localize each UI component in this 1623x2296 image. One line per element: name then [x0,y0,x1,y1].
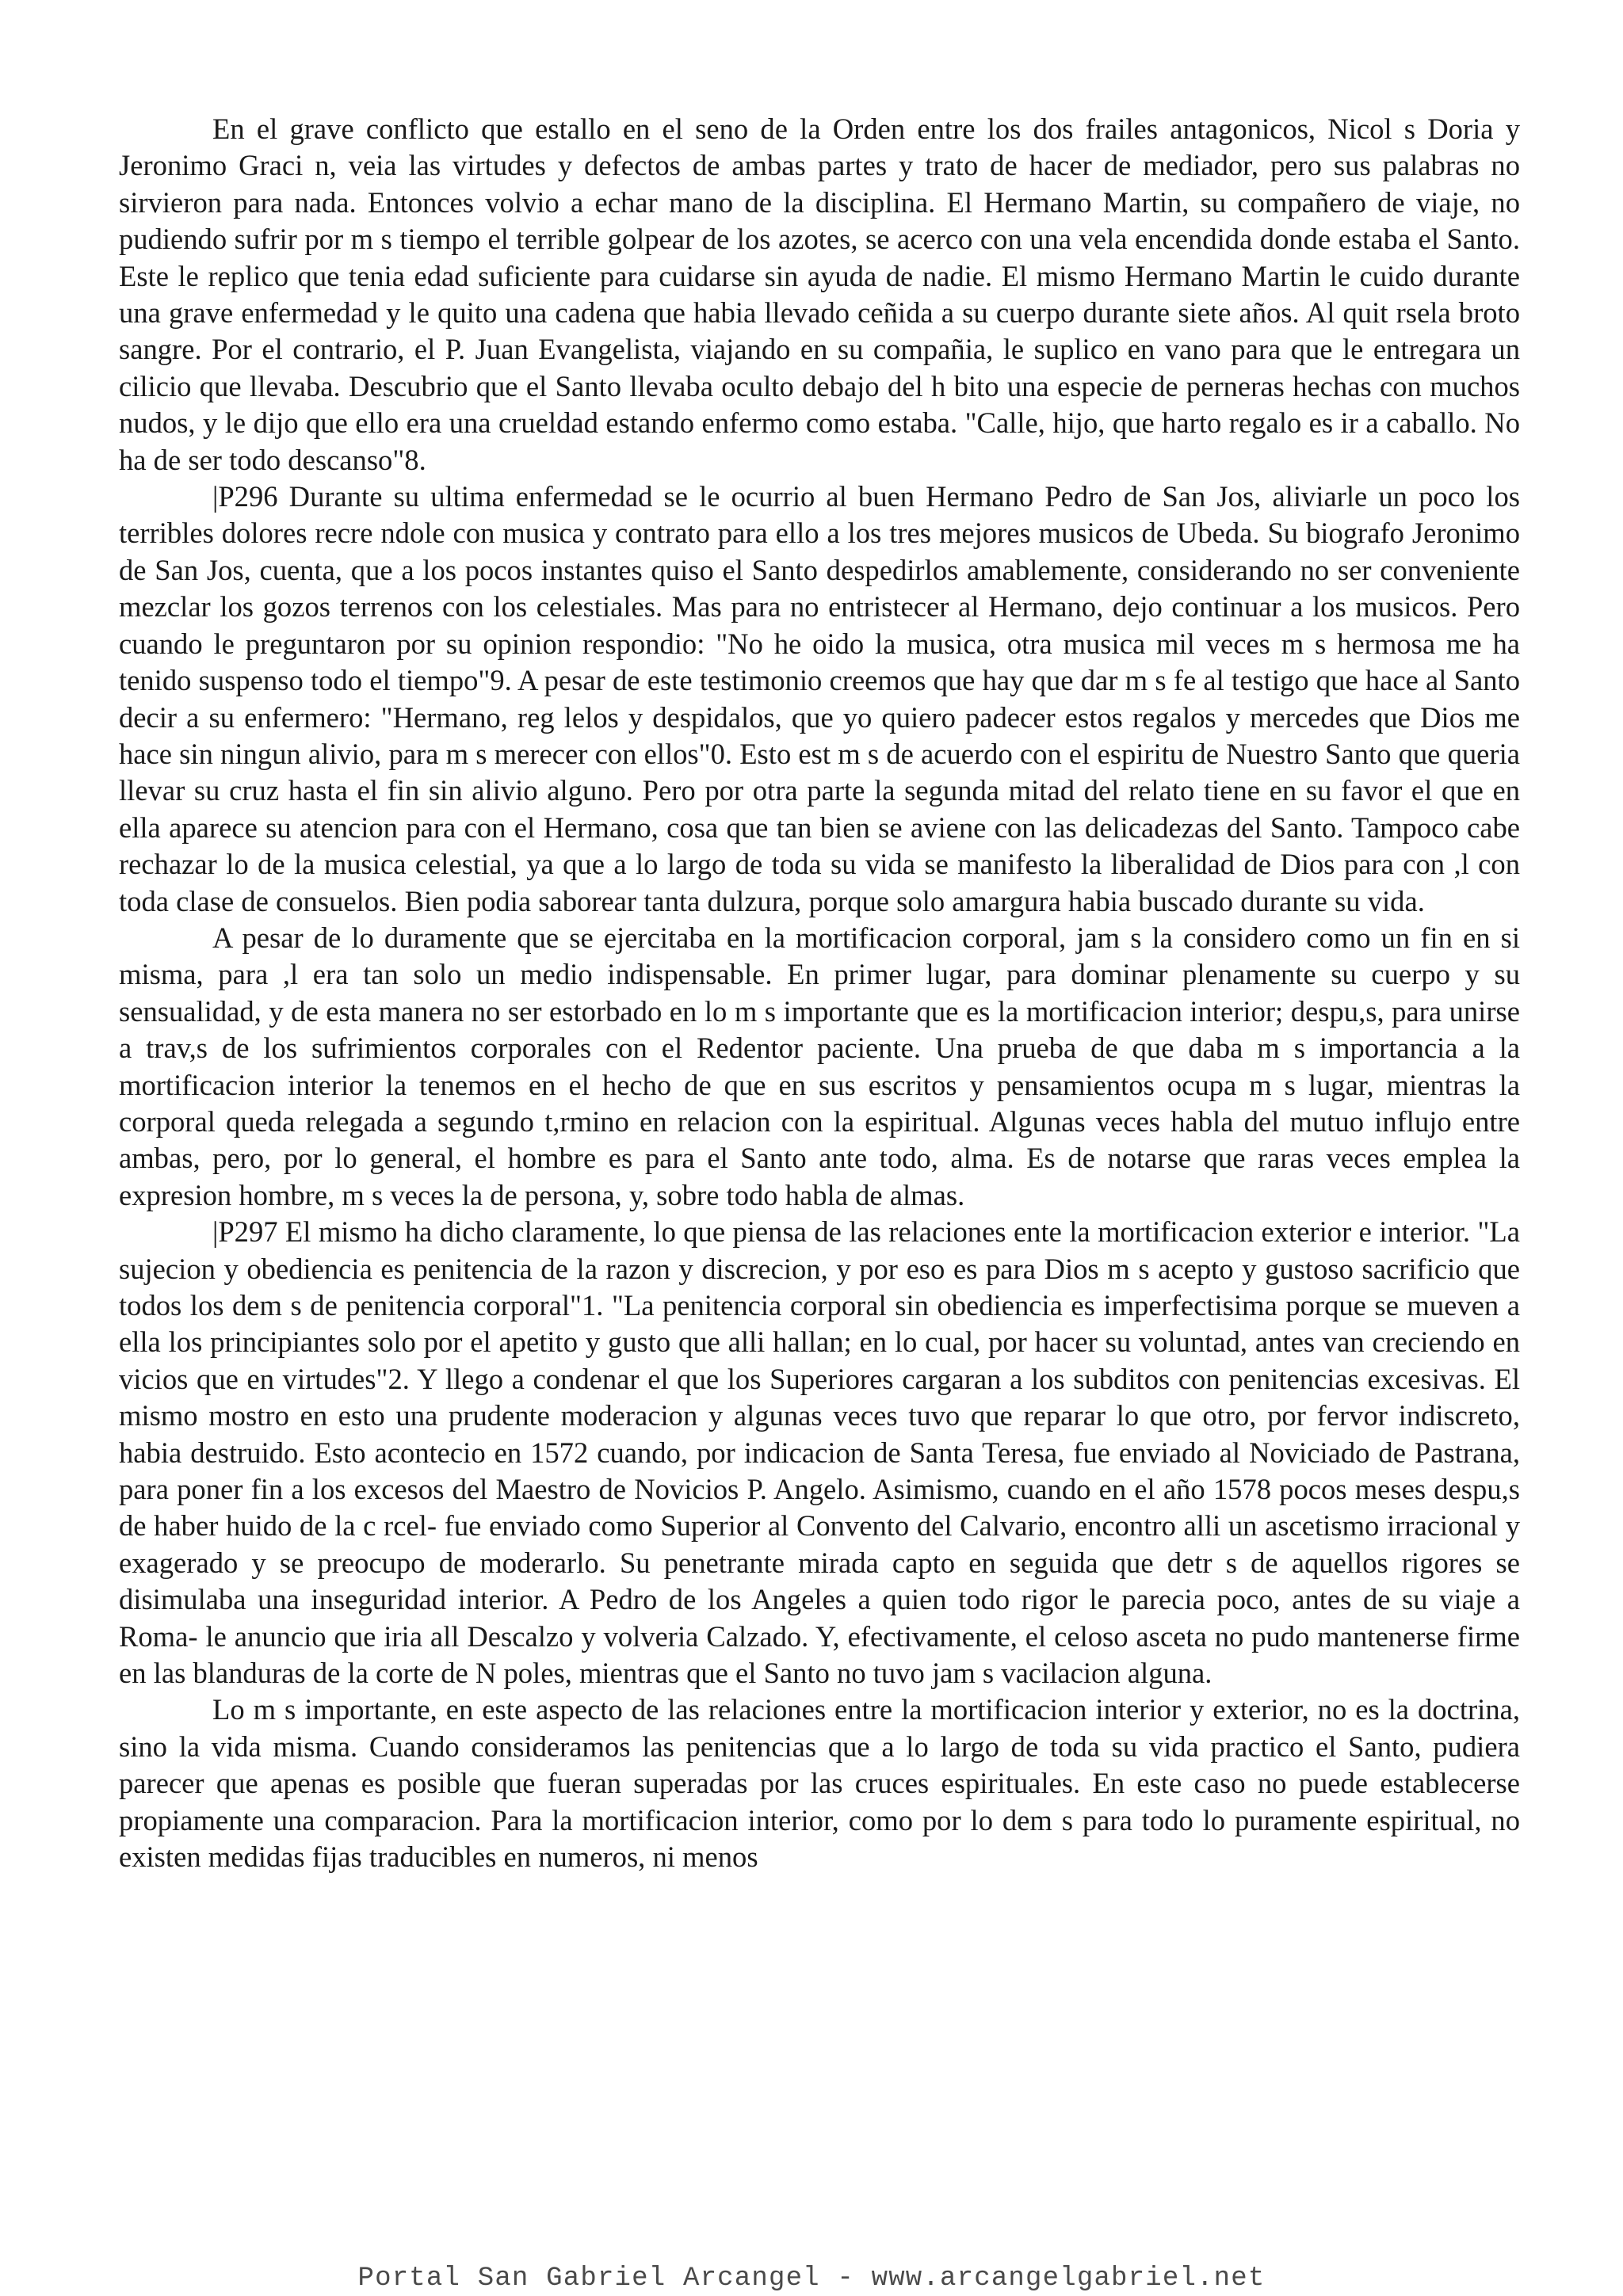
paragraph-2: |P296 Durante su ultima enfermedad se le ocurrio al buen Hermano Pedro de San Jos, aliviarle un poco los terribles dolores recre ndole con musica y contrato para ello a los tres mejores musicos de Ubeda. Su biografo Jeronimo de San Jos, cuenta, que a los pocos instantes quiso el Santo despedirlos amablemente, considerando no ser conveniente mezclar los gozos terrenos con los celestiales. Mas para no entristecer al Hermano, dejo continuar a los musicos. Pero cuando le preguntaron por su opinion respondio: "No he oido la musica, otra musica mil veces m s hermosa me ha tenido suspenso todo el tiempo"9. A pesar de este testimonio creemos que hay que dar m s fe al testigo que hace al Santo decir a su enfermero: "Hermano, reg lelos y despidalos, que yo quiero padecer estos regalos y mercedes que Dios me hace sin ningun alivio, para m s merecer con ellos"0. Esto est m s de acuerdo con el espiritu de Nuestro Santo que queria llevar su cruz hasta el fin sin alivio alguno. Pero por otra parte la segunda mitad del relato tiene en su favor el que en ella aparece su atencion para con el Hermano, cosa que tan bien se aviene con las delicadezas del Santo. Tampoco cabe rechazar lo de la musica celestial, ya que a lo largo de toda su vida se manifesto la liberalidad de Dios para con ,l con toda clase de consuelos. Bien podia saborear tanta dulzura, porque solo amargura habia buscado durante su vida. [119,480,1520,917]
page-footer: Portal San Gabriel Arcangel - www.arcangelgabriel.net [357,2264,1266,2294]
paragraph-5: Lo m s importante, en este aspecto de las relaciones entre la mortificacion interior y exterior, no es la doctrina, sino la vida misma. Cuando consideramos las penitencias que a lo largo de toda su vida practico el Santo, pudiera parecer que apenas es posible que fueran superadas por las cruces espirituales. En este caso no puede establecerse propiamente una comparacion. Para la mortificacion interior, como por lo dem s para todo lo puramente espiritual, no existen medidas fijas traducibles en numeros, ni menos [119,1693,1520,1874]
paragraph-3: A pesar de lo duramente que se ejercitaba en la mortificacion corporal, jam s la considero como un fin en si misma, para ,l era tan solo un medio indispensable. En primer lugar, para dominar plenamente su cuerpo y su sensualidad, y de esta manera no ser estorbado en lo m s importante que es la mortificacion interior; despu,s, para unirse a trav,s de los sufrimientos corporales con el Redentor paciente. Una prueba de que daba m s importancia a la mortificacion interior la tenemos en el hecho de que en sus escritos y pensamientos ocupa m s lugar, mientras la corporal queda relegada a segundo t,rmino en relacion con la espiritual. Algunas veces habla del mutuo influjo entre ambas, pero, por lo general, el hombre es para el Santo ante todo, alma. Es de notarse que raras veces emplea la expresion hombre, m s veces la de persona, y, sobre todo habla de almas. [119,921,1520,1211]
paragraph-1: En el grave conflicto que estallo en el seno de la Orden entre los dos frailes antagonicos, Nicol s Doria y Jeronimo Graci n, veia las virtudes y defectos de ambas partes y trato de hacer de mediador, pero sus palabras no sirvieron para nada. Entonces volvio a echar mano de la disciplina. El Hermano Martin, su compañero de viaje, no pudiendo sufrir por m s tiempo el terrible golpear de los azotes, se acerco con una vela encendida donde estaba el Santo. Este le replico que tenia edad suficiente para cuidarse sin ayuda de nadie. El mismo Hermano Martin le cuido durante una grave enfermedad y le quito una cadena que habia llevado ceñida a su cuerpo durante siete años. Al quit rsela broto sangre. Por el contrario, el P. Juan Evangelista, viajando en su compañia, le suplico en vano para que le entregara un cilicio que llevaba. Descubrio que el Santo llevaba oculto debajo del h bito una especie de perneras hechas con muchos nudos, y le dijo que ello era una crueldad estando enfermo como estaba. "Calle, hijo, que harto regalo es ir a caballo. No ha de ser todo descanso"8. [119,113,1520,476]
paragraph-4: |P297 El mismo ha dicho claramente, lo que piensa de las relaciones ente la mortificacion exterior e interior. "La sujecion y obediencia es penitencia de la razon y discrecion, y por eso es para Dios m s acepto y gustoso sacrificio que todos los dem s de penitencia corporal"1. "La penitencia corporal sin obediencia es imperfectisima porque se mueven a ella los principiantes solo por el apetito y gusto que alli hallan; en lo cual, por hacer su voluntad, antes van creciendo en vicios que en virtudes"2. Y llego a condenar el que los Superiores cargaran a los subditos con penitencias excesivas. El mismo mostro en esto una prudente moderacion y algunas veces tuvo que reparar lo que otro, por fervor indiscreto, habia destruido. Esto acontecio en 1572 cuando, por indicacion de Santa Teresa, fue enviado al Noviciado de Pastrana, para poner fin a los excesos del Maestro de Novicios P. Angelo. Asimismo, cuando en el año 1578 pocos meses despu,s de haber huido de la c rcel- fue enviado como Superior al Convento del Calvario, encontro alli un ascetismo irracional y exagerado y se preocupo de moderarlo. Su penetrante mirada capto en seguida que detr s de aquellos rigores se disimulaba una inseguridad interior. A Pedro de los Angeles a quien todo rigor le parecia poco, antes de su viaje a Roma- le anuncio que iria all Descalzo y volveria Calzado. Y, efectivamente, el celoso asceta no pudo mantenerse firme en las blanduras de la corte de N poles, mientras que el Santo no tuvo jam s vacilacion alguna. [119,1215,1520,1690]
document-body [119,111,1520,1876]
